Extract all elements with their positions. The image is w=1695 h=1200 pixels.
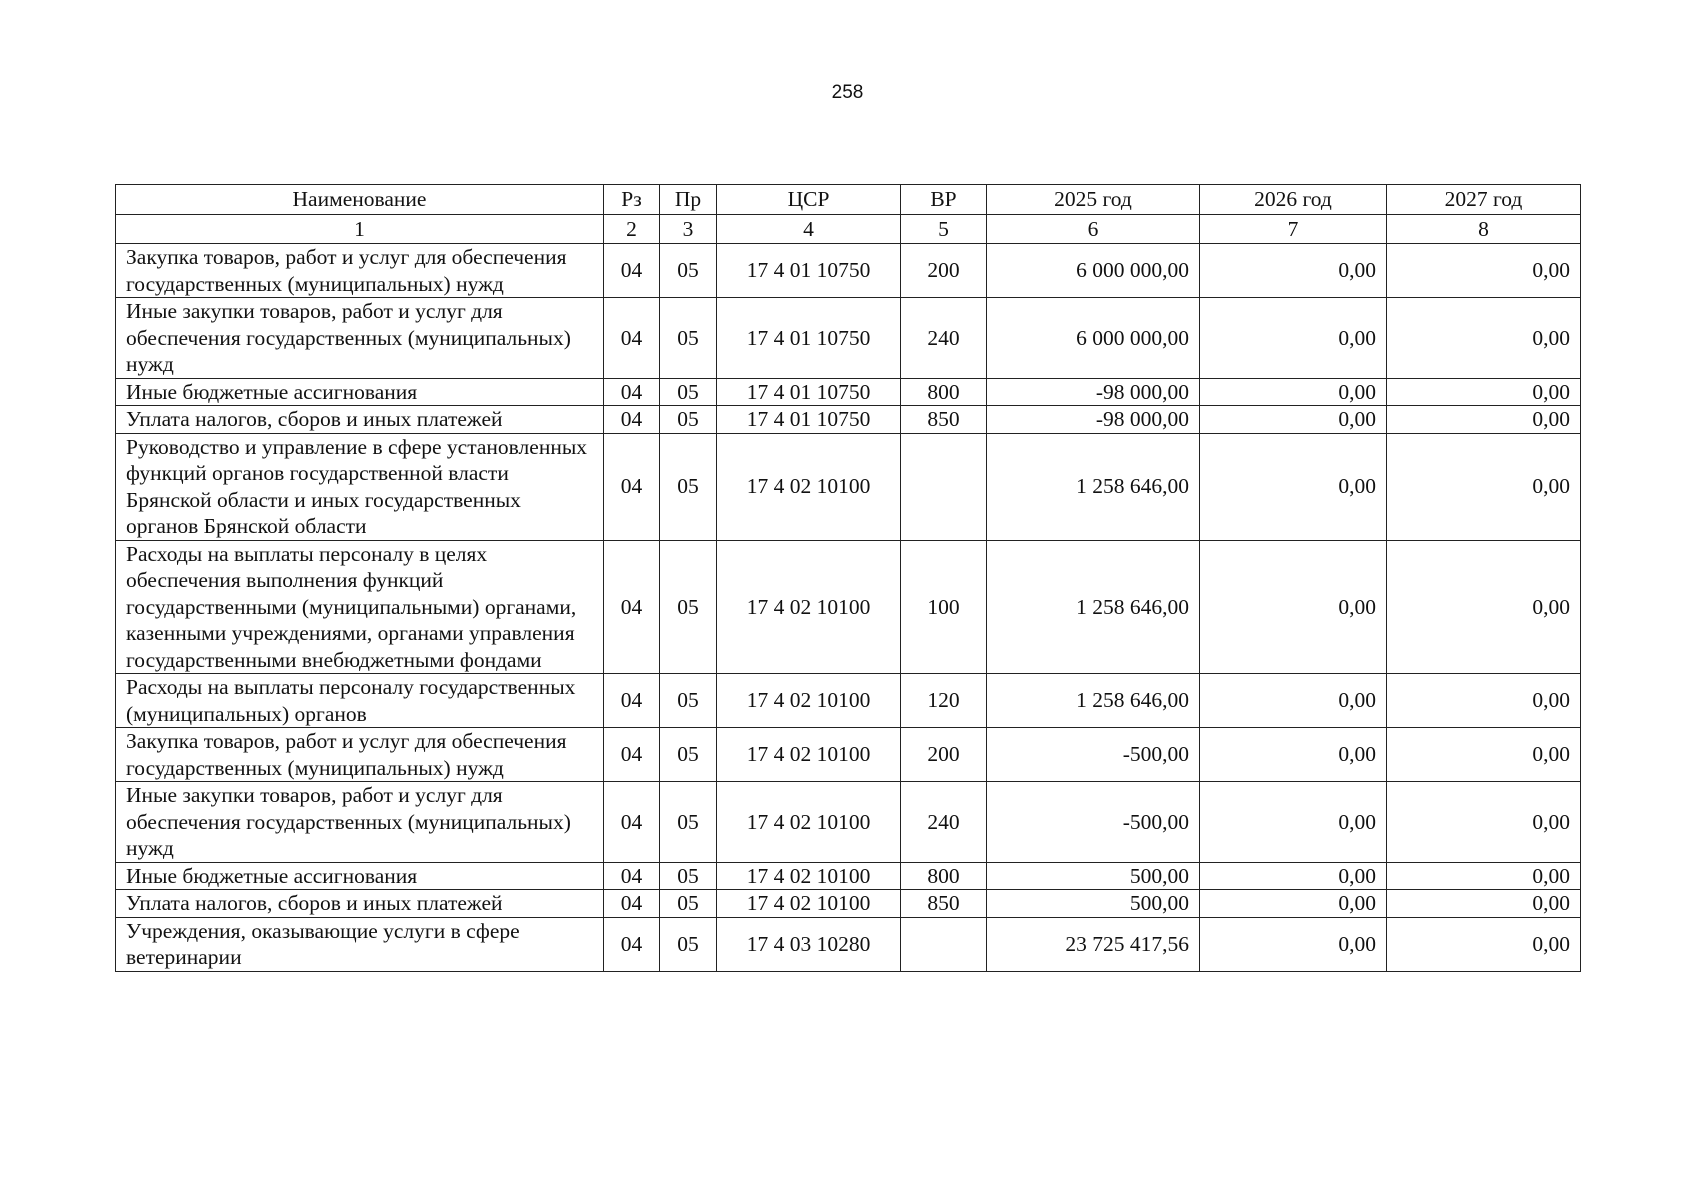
row-2025: 6 000 000,00	[987, 298, 1200, 379]
budget-table	[115, 184, 1581, 972]
table-row	[116, 298, 1581, 379]
row-2027: 0,00	[1387, 862, 1581, 890]
table-row	[116, 244, 1581, 298]
row-name: Расходы на выплаты персоналу в целях обеспечения выполнения функций государственными (муниципальными) органами, казенными учреждениями, органами управления государственными внебюджетными фондами	[116, 540, 604, 674]
row-name: Иные закупки товаров, работ и услуг для обеспечения государственных (муниципальных) нужд	[116, 782, 604, 863]
row-2026: 0,00	[1200, 782, 1387, 863]
row-vr: 100	[901, 540, 987, 674]
row-2025: -500,00	[987, 782, 1200, 863]
col-header-vr: ВР	[901, 185, 987, 215]
col-header-pr: Пр	[660, 185, 717, 215]
row-csr: 17 4 02 10100	[717, 862, 901, 890]
row-csr: 17 4 03 10280	[717, 917, 901, 971]
col-header-2027: 2027 год	[1387, 185, 1581, 215]
row-name: Закупка товаров, работ и услуг для обеспечения государственных (муниципальных) нужд	[116, 728, 604, 782]
col-header-2025: 2025 год	[987, 185, 1200, 215]
table-row	[116, 433, 1581, 540]
row-vr	[901, 433, 987, 540]
row-pr: 05	[660, 890, 717, 918]
row-2027: 0,00	[1387, 540, 1581, 674]
page-number: 258	[831, 82, 864, 103]
row-name: Расходы на выплаты персоналу государственных (муниципальных) органов	[116, 674, 604, 728]
row-vr: 240	[901, 298, 987, 379]
table-row	[116, 540, 1581, 674]
row-name: Иные бюджетные ассигнования	[116, 378, 604, 406]
row-2027: 0,00	[1387, 433, 1581, 540]
row-pr: 05	[660, 782, 717, 863]
row-vr: 850	[901, 406, 987, 434]
col-index: 7	[1200, 215, 1387, 244]
row-vr: 200	[901, 244, 987, 298]
col-index: 3	[660, 215, 717, 244]
col-header-name: Наименование	[116, 185, 604, 215]
table-row	[116, 782, 1581, 863]
row-2027: 0,00	[1387, 674, 1581, 728]
row-vr: 240	[901, 782, 987, 863]
col-index: 2	[604, 215, 660, 244]
table-row	[116, 917, 1581, 971]
row-2026: 0,00	[1200, 298, 1387, 379]
row-csr: 17 4 01 10750	[717, 406, 901, 434]
row-2026: 0,00	[1200, 862, 1387, 890]
row-rz: 04	[604, 406, 660, 434]
row-2027: 0,00	[1387, 917, 1581, 971]
row-csr: 17 4 01 10750	[717, 378, 901, 406]
row-2027: 0,00	[1387, 782, 1581, 863]
row-2025: -98 000,00	[987, 406, 1200, 434]
row-rz: 04	[604, 917, 660, 971]
row-pr: 05	[660, 298, 717, 379]
row-2026: 0,00	[1200, 917, 1387, 971]
col-index: 5	[901, 215, 987, 244]
col-header-2026: 2026 год	[1200, 185, 1387, 215]
column-index-row	[116, 215, 1581, 244]
row-2025: 1 258 646,00	[987, 540, 1200, 674]
row-rz: 04	[604, 728, 660, 782]
row-csr: 17 4 02 10100	[717, 433, 901, 540]
row-rz: 04	[604, 674, 660, 728]
row-pr: 05	[660, 917, 717, 971]
row-rz: 04	[604, 540, 660, 674]
row-pr: 05	[660, 433, 717, 540]
col-index: 8	[1387, 215, 1581, 244]
row-2026: 0,00	[1200, 244, 1387, 298]
row-name: Руководство и управление в сфере установленных функций органов государственной власти Брянской области и иных государственных органов Брянской области	[116, 433, 604, 540]
row-name: Уплата налогов, сборов и иных платежей	[116, 406, 604, 434]
row-rz: 04	[604, 862, 660, 890]
row-pr: 05	[660, 244, 717, 298]
col-index: 6	[987, 215, 1200, 244]
row-pr: 05	[660, 862, 717, 890]
row-2025: 1 258 646,00	[987, 433, 1200, 540]
row-rz: 04	[604, 298, 660, 379]
row-csr: 17 4 02 10100	[717, 540, 901, 674]
row-2025: -500,00	[987, 728, 1200, 782]
row-2027: 0,00	[1387, 890, 1581, 918]
table-row	[116, 406, 1581, 434]
row-2025: 500,00	[987, 890, 1200, 918]
row-name: Учреждения, оказывающие услуги в сфере ветеринарии	[116, 917, 604, 971]
row-csr: 17 4 01 10750	[717, 298, 901, 379]
row-csr: 17 4 02 10100	[717, 674, 901, 728]
col-header-csr: ЦСР	[717, 185, 901, 215]
row-name: Закупка товаров, работ и услуг для обеспечения государственных (муниципальных) нужд	[116, 244, 604, 298]
row-2025: 6 000 000,00	[987, 244, 1200, 298]
table-row	[116, 378, 1581, 406]
table-row	[116, 890, 1581, 918]
row-2026: 0,00	[1200, 890, 1387, 918]
row-vr	[901, 917, 987, 971]
row-2027: 0,00	[1387, 378, 1581, 406]
row-pr: 05	[660, 378, 717, 406]
row-2027: 0,00	[1387, 406, 1581, 434]
table-row	[116, 674, 1581, 728]
row-rz: 04	[604, 782, 660, 863]
row-2027: 0,00	[1387, 244, 1581, 298]
row-name: Уплата налогов, сборов и иных платежей	[116, 890, 604, 918]
row-name: Иные бюджетные ассигнования	[116, 862, 604, 890]
row-2025: 23 725 417,56	[987, 917, 1200, 971]
row-pr: 05	[660, 540, 717, 674]
row-vr: 800	[901, 378, 987, 406]
row-2025: -98 000,00	[987, 378, 1200, 406]
row-2026: 0,00	[1200, 728, 1387, 782]
row-vr: 800	[901, 862, 987, 890]
row-csr: 17 4 02 10100	[717, 728, 901, 782]
row-2026: 0,00	[1200, 540, 1387, 674]
header-row	[116, 185, 1581, 215]
row-rz: 04	[604, 244, 660, 298]
row-2025: 1 258 646,00	[987, 674, 1200, 728]
row-rz: 04	[604, 890, 660, 918]
table-row	[116, 728, 1581, 782]
row-csr: 17 4 02 10100	[717, 890, 901, 918]
row-2026: 0,00	[1200, 378, 1387, 406]
row-2026: 0,00	[1200, 433, 1387, 540]
row-pr: 05	[660, 406, 717, 434]
row-vr: 850	[901, 890, 987, 918]
row-2027: 0,00	[1387, 728, 1581, 782]
row-2026: 0,00	[1200, 406, 1387, 434]
row-name: Иные закупки товаров, работ и услуг для обеспечения государственных (муниципальных) нужд	[116, 298, 604, 379]
row-csr: 17 4 01 10750	[717, 244, 901, 298]
row-vr: 120	[901, 674, 987, 728]
col-index: 1	[116, 215, 604, 244]
row-pr: 05	[660, 674, 717, 728]
row-rz: 04	[604, 378, 660, 406]
row-2025: 500,00	[987, 862, 1200, 890]
table-row	[116, 862, 1581, 890]
row-2027: 0,00	[1387, 298, 1581, 379]
col-header-rz: Рз	[604, 185, 660, 215]
row-rz: 04	[604, 433, 660, 540]
row-vr: 200	[901, 728, 987, 782]
row-csr: 17 4 02 10100	[717, 782, 901, 863]
row-pr: 05	[660, 728, 717, 782]
row-2026: 0,00	[1200, 674, 1387, 728]
col-index: 4	[717, 215, 901, 244]
